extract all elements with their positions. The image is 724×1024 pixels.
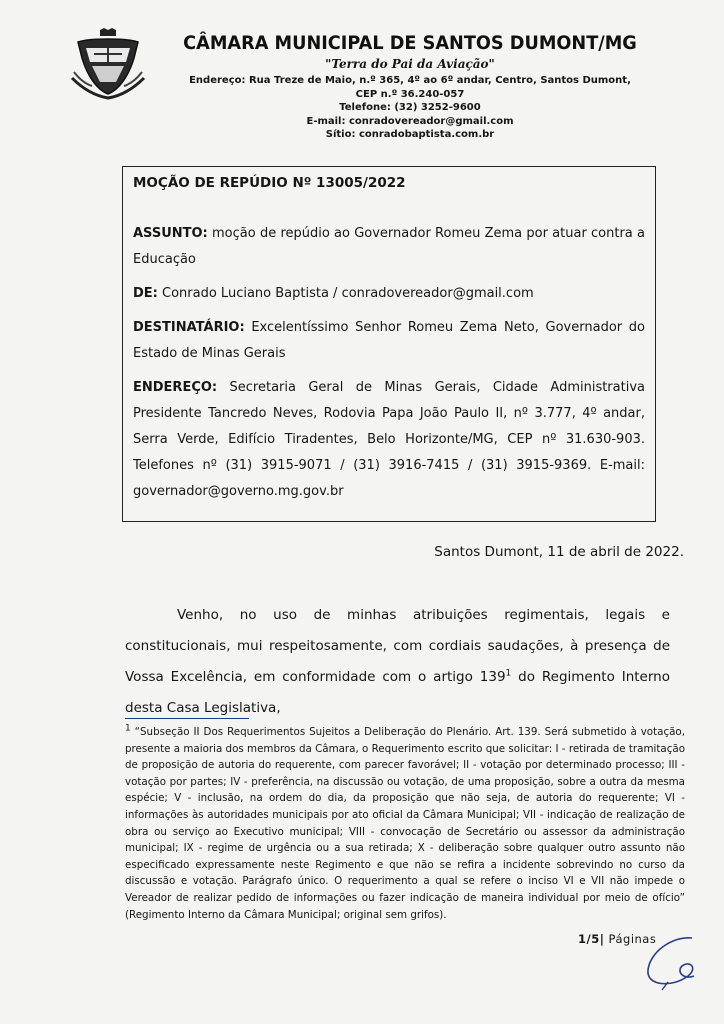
page-number-value: 1/5| [578,932,605,946]
institution-motto: "Terra do Pai da Aviação" [325,57,495,71]
email-line: E-mail: conradovereador@gmail.com [306,115,514,127]
assunto-paragraph [133,221,645,273]
address-line-1: Endereço: Rua Treze de Maio, n.º 365, 4º ao 6º andar, Centro, Santos Dumont, [189,75,631,86]
body-text-before-ref: Venho, no uso de minhas atribuições regimentais, legais e constitucionais, mui respeitosamente, com cordiais saudações, à presença de Vossa Excelência, em conformidade com o artigo 139 [125,607,670,685]
assunto-label: ASSUNTO: [133,226,208,241]
footnote [125,724,685,923]
de-text: Conrado Luciano Baptista / conradovereador@gmail.com [162,286,534,301]
endereco-paragraph [133,375,645,505]
footnote-reference: 1 [505,668,512,679]
institution-title: CÂMARA MUNICIPAL DE SANTOS DUMONT/MG [183,32,637,54]
address-line-2: CEP n.º 36.240-057 [355,88,465,100]
footnote-marker: 1 [125,723,131,734]
footnote-separator [125,718,249,719]
destinatario-paragraph [133,315,645,367]
site-line: Sítio: conradobaptista.com.br [325,129,495,140]
de-paragraph [133,281,645,307]
destinatario-label: DESTINATÁRIO: [133,320,245,335]
body-text-after-ref: do Regimento Interno desta Casa Legislativa, [125,669,670,716]
motion-summary-box [122,166,656,522]
footnote-text: “Subseção II Dos Requerimentos Sujeitos a Deliberação do Plenário. Art. 139. Será submetido à votação, presente a maioria dos membros da Câmara, o Requerimento escrito que solicitar: I - retirada de tramitação de proposição de autoria do requerente, com parecer favorável; II - votação por determinado processo; III - votação por partes; IV - preferência, na discussão ou votação, de uma proposição, sobre a outra da mesma espécie; V - inclusão, na ordem do dia, da proposição que não seja, de autoria do requerente; VI - informações às autoridades municipais por ato oficial da Câmara Municipal; VII - indicação de realização de obra ou serviço ao Executivo municipal; VIII - convocação de Secretário ou assessor da administração municipal; IX - regime de urgência ou a sua retirada; X - deliberação sobre qualquer outro assunto não especificado expressamente neste Regimento e que não se refira a incidente sobrevindo no curso da discussão e votação. Parágrafo único. O requerimento a qual se refere o inciso VI e VII não impede o Vereador de realizar pedido de informações ou fazer indicação de maneira individual por meio de ofício” (Regimento Interno da Câmara Municipal; original sem grifos). [125,726,685,921]
endereco-label: ENDEREÇO: [133,380,218,395]
endereco-text: Secretaria Geral de Minas Gerais, Cidade Administrativa Presidente Tancredo Neves, Rodovia Papa João Paulo II, nº 3.777, 4º andar, Serra Verde, Edifício Tiradentes, Belo Horizonte/MG, CEP nº 31.630-903. Telefones nº (31) 3915-9071 / (31) 3916-7415 / (31) 3915-9369. E-mail: governador@governo.mg.gov.br [133,380,645,499]
body-paragraph [125,600,670,724]
date-line: Santos Dumont, 11 de abril de 2022. [434,544,684,560]
assunto-text: moção de repúdio ao Governador Romeu Zema por atuar contra a Educação [133,226,645,267]
destinatario-text: Excelentíssimo Senhor Romeu Zema Neto, Governador do Estado de Minas Gerais [133,320,645,361]
page-number-label: Páginas [604,932,657,946]
municipal-crest-logo [70,28,146,100]
letterhead [150,32,670,142]
de-label: DE: [133,286,158,301]
handwritten-initials-signature [632,930,724,992]
phone-line: Telefone: (32) 3252-9600 [339,102,481,113]
motion-title: MOÇÃO DE REPÚDIO Nº 13005/2022 [133,175,406,191]
